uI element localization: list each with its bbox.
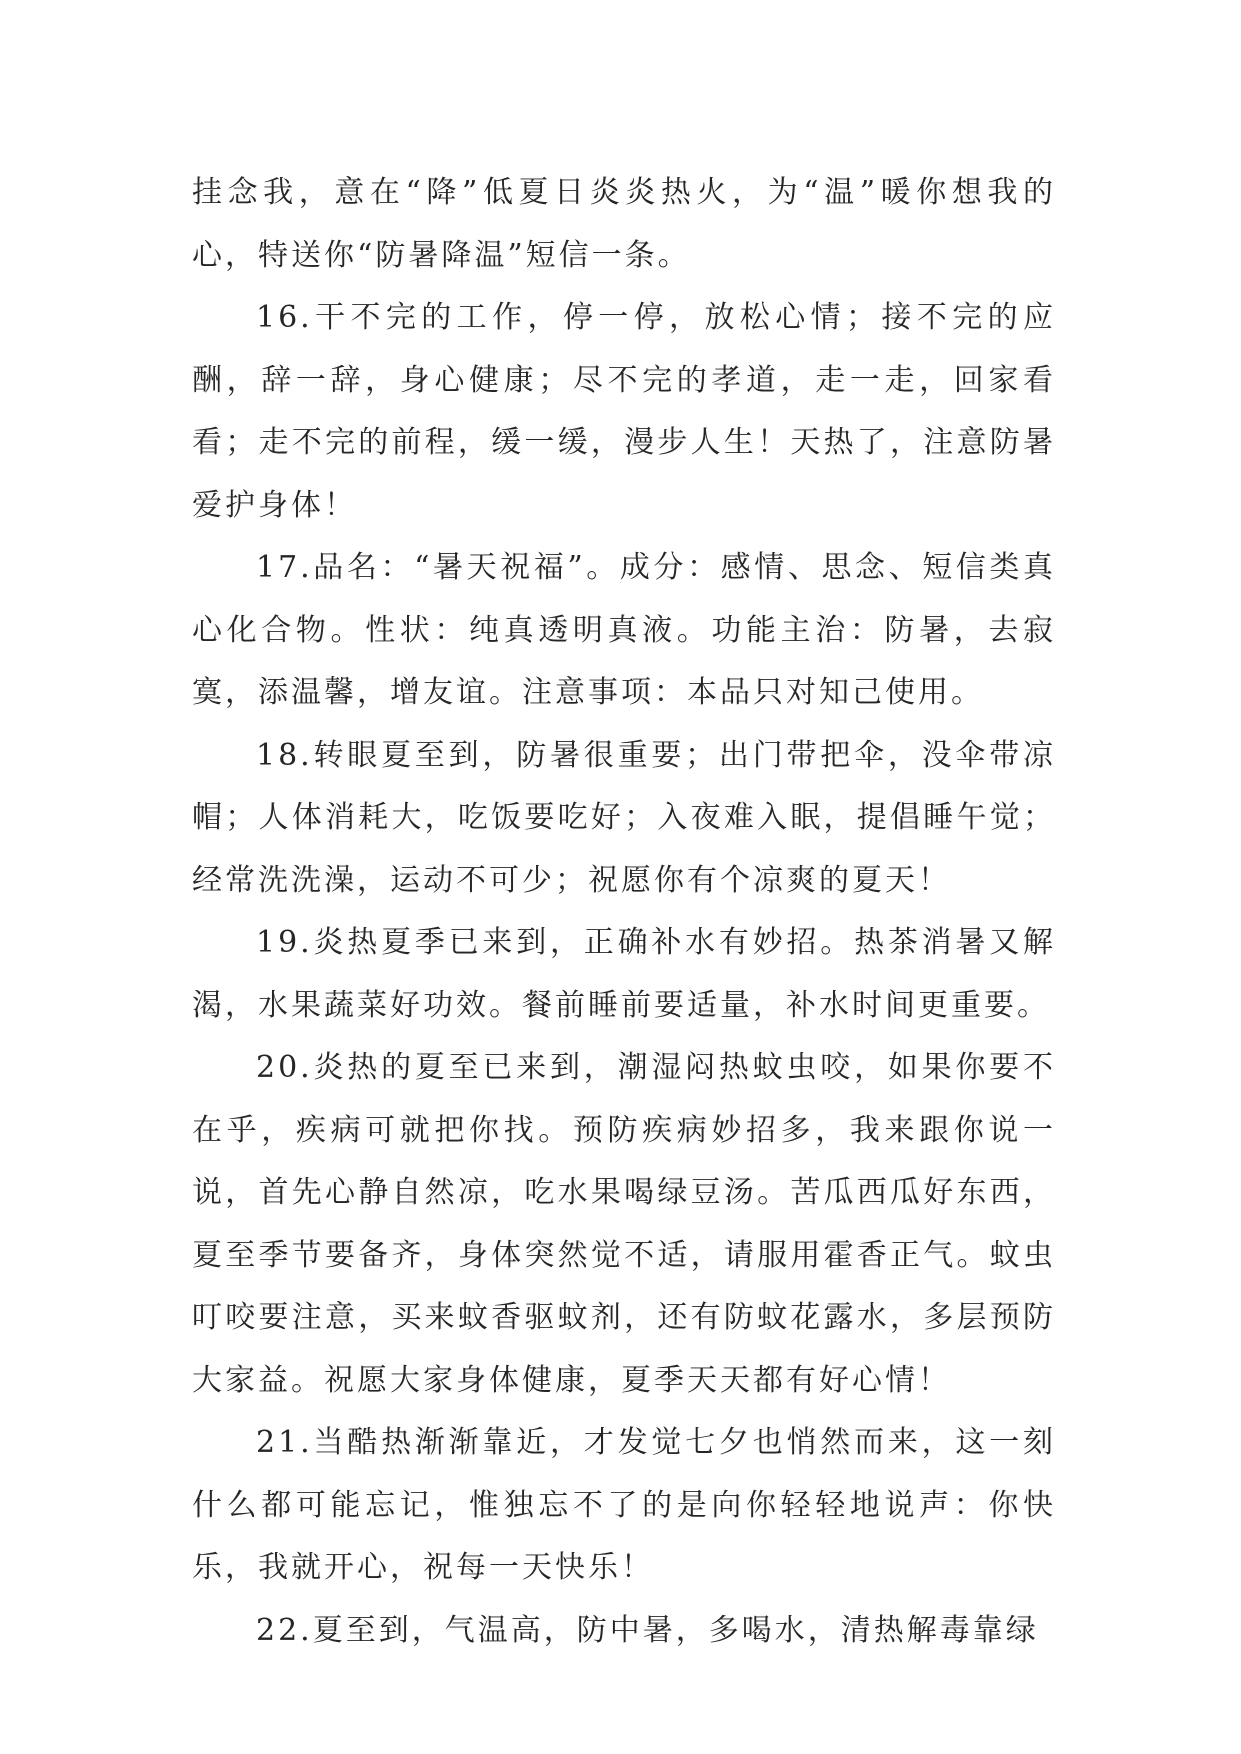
paragraph-18: 18.转眼夏至到，防暑很重要；出门带把伞，没伞带凉帽；人体消耗大，吃饭要吃好；入夜难入眠，提倡睡午觉；经常洗洗澡，运动不可少；祝愿你有个凉爽的夏天！ xyxy=(192,737,1056,898)
paragraph-20: 20.炎热的夏至已来到，潮湿闷热蚊虫咬，如果你要不在乎，疾病可就把你找。预防疾病妙招多，我来跟你说一说，首先心静自然凉，吃水果喝绿豆汤。苦瓜西瓜好东西，夏至季节要备齐，身体突然觉不适，请服用霍香正气。蚊虫叮咬要注意，买来蚊香驱蚊剂，还有防蚊花露水，多层预防大家益。祝愿大家身体健康，夏季天天都有好心情！ xyxy=(192,1050,1056,1398)
paragraph-19: 19.炎热夏季已来到，正确补水有妙招。热茶消暑又解渴，水果蔬菜好功效。餐前睡前要适量，补水时间更重要。 xyxy=(192,925,1056,1023)
paragraph-17: 17.品名：“暑天祝福”。成分：感情、思念、短信类真心化合物。性状：纯真透明真液。功能主治：防暑，去寂寞，添温馨，增友谊。注意事项：本品只对知己使用。 xyxy=(192,550,1056,710)
paragraph-21: 21.当酷热渐渐靠近，才发觉七夕也悄然而来，这一刻什么都可能忘记，惟独忘不了的是向你轻轻地说声：你快乐，我就开心，祝每一天快乐！ xyxy=(192,1425,1056,1585)
document-body xyxy=(192,162,1056,1662)
paragraph-continuation: 挂念我，意在“降”低夏日炎炎热火，为“温”暖你想我的心，特送你“防暑降温”短信一条。 xyxy=(192,175,1056,273)
paragraph-22: 22.夏至到，气温高，防中暑，多喝水，清热解毒靠绿 xyxy=(256,1612,1039,1648)
paragraph-16: 16.干不完的工作，停一停，放松心情；接不完的应酬，辞一辞，身心健康；尽不完的孝道，走一走，回家看看；走不完的前程，缓一缓，漫步人生！天热了，注意防暑爱护身体！ xyxy=(192,300,1056,523)
